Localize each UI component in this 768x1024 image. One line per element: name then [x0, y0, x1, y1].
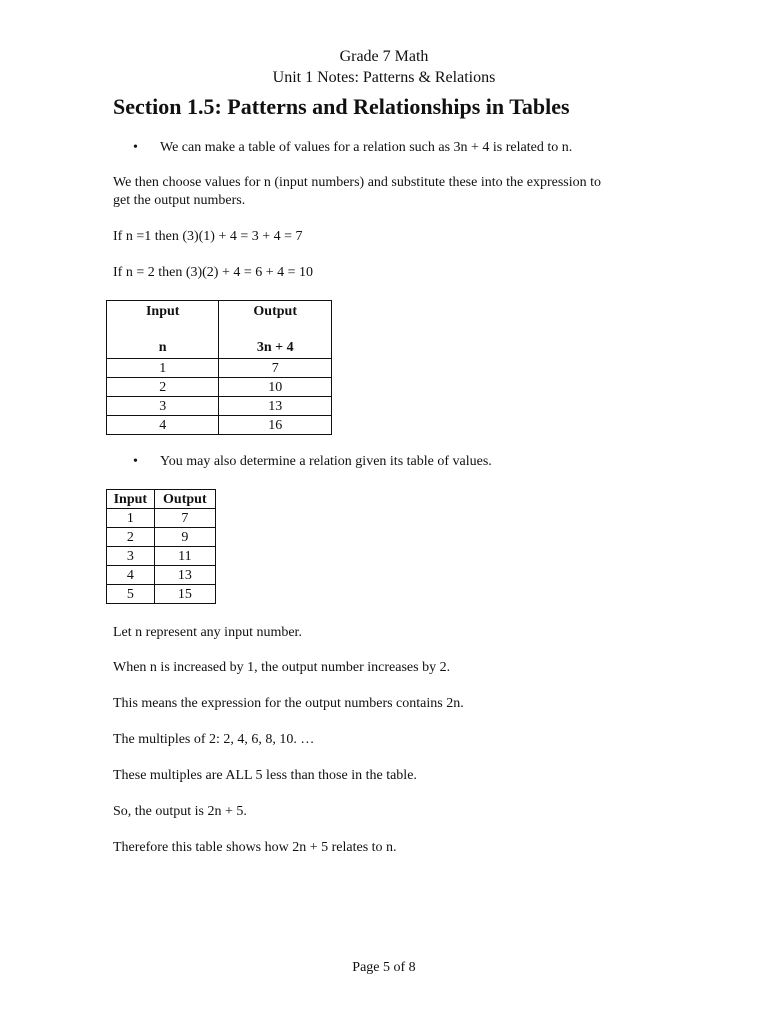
header-expression: 3n + 4	[256, 340, 294, 355]
table-row	[107, 397, 332, 416]
paragraph-line: Therefore this table shows how 2n + 5 relates to n.	[113, 840, 397, 855]
table-of-values-unknown-relation	[106, 489, 216, 604]
output-cell: 7	[154, 509, 215, 528]
output-cell: 15	[154, 585, 215, 604]
table-row	[107, 359, 332, 378]
table-row	[107, 509, 216, 528]
bullet-icon: •	[133, 140, 138, 155]
input-cell: 4	[107, 566, 155, 585]
input-cell: 5	[107, 585, 155, 604]
output-cell: 7	[219, 359, 332, 378]
output-cell: 13	[219, 397, 332, 416]
output-cell: 16	[219, 416, 332, 435]
bullet-text: You may also determine a relation given its table of values.	[160, 454, 492, 469]
section-title: Section 1.5: Patterns and Relationships in Tables	[113, 94, 570, 119]
paragraph-line: get the output numbers.	[113, 193, 246, 208]
page-number-footer: Page 5 of 8	[352, 960, 416, 975]
table-header-row	[107, 490, 216, 509]
paragraph-line: We then choose values for n (input numbers) and substitute these into the expression to	[113, 175, 601, 190]
table-row	[107, 528, 216, 547]
paragraph-line: When n is increased by 1, the output number increases by 2.	[113, 660, 451, 675]
header-label: Output	[253, 304, 297, 319]
table-row	[107, 566, 216, 585]
bullet-text: We can make a table of values for a relation such as 3n + 4 is related to n.	[160, 140, 573, 155]
output-cell: 11	[154, 547, 215, 566]
bullet-item	[133, 453, 492, 471]
paragraph-line: So, the output is 2n + 5.	[113, 804, 247, 819]
table-row	[107, 378, 332, 397]
paragraph-line: This means the expression for the output numbers contains 2n.	[113, 696, 464, 711]
table-header-row	[107, 301, 332, 359]
example-line: If n =1 then (3)(1) + 4 = 3 + 4 = 7	[113, 229, 303, 244]
paragraph-line: The multiples of 2: 2, 4, 6, 8, 10. …	[113, 732, 315, 747]
input-cell: 2	[107, 378, 219, 397]
table-header-output	[219, 301, 332, 359]
input-cell: 2	[107, 528, 155, 547]
output-cell: 9	[154, 528, 215, 547]
output-cell: 13	[154, 566, 215, 585]
document-header-unit: Unit 1 Notes: Patterns & Relations	[272, 69, 496, 86]
header-label: Input	[145, 304, 180, 319]
input-cell: 3	[107, 397, 219, 416]
example-line: If n = 2 then (3)(2) + 4 = 6 + 4 = 10	[113, 265, 314, 280]
document-header-course: Grade 7 Math	[339, 48, 429, 65]
input-cell: 4	[107, 416, 219, 435]
header-variable: n	[158, 340, 167, 355]
output-cell: 10	[219, 378, 332, 397]
input-cell: 1	[107, 509, 155, 528]
table-row	[107, 416, 332, 435]
paragraph-line: These multiples are ALL 5 less than those in the table.	[113, 768, 417, 783]
table-row	[107, 547, 216, 566]
table-row	[107, 585, 216, 604]
table-of-values-3n-plus-4	[106, 300, 332, 435]
paragraph-line: Let n represent any input number.	[113, 625, 302, 640]
input-cell: 3	[107, 547, 155, 566]
table-header-input	[107, 301, 219, 359]
bullet-icon: •	[133, 454, 138, 469]
input-cell: 1	[107, 359, 219, 378]
table-header-output: Output	[154, 490, 215, 509]
bullet-item	[133, 139, 572, 157]
table-header-input: Input	[107, 490, 155, 509]
